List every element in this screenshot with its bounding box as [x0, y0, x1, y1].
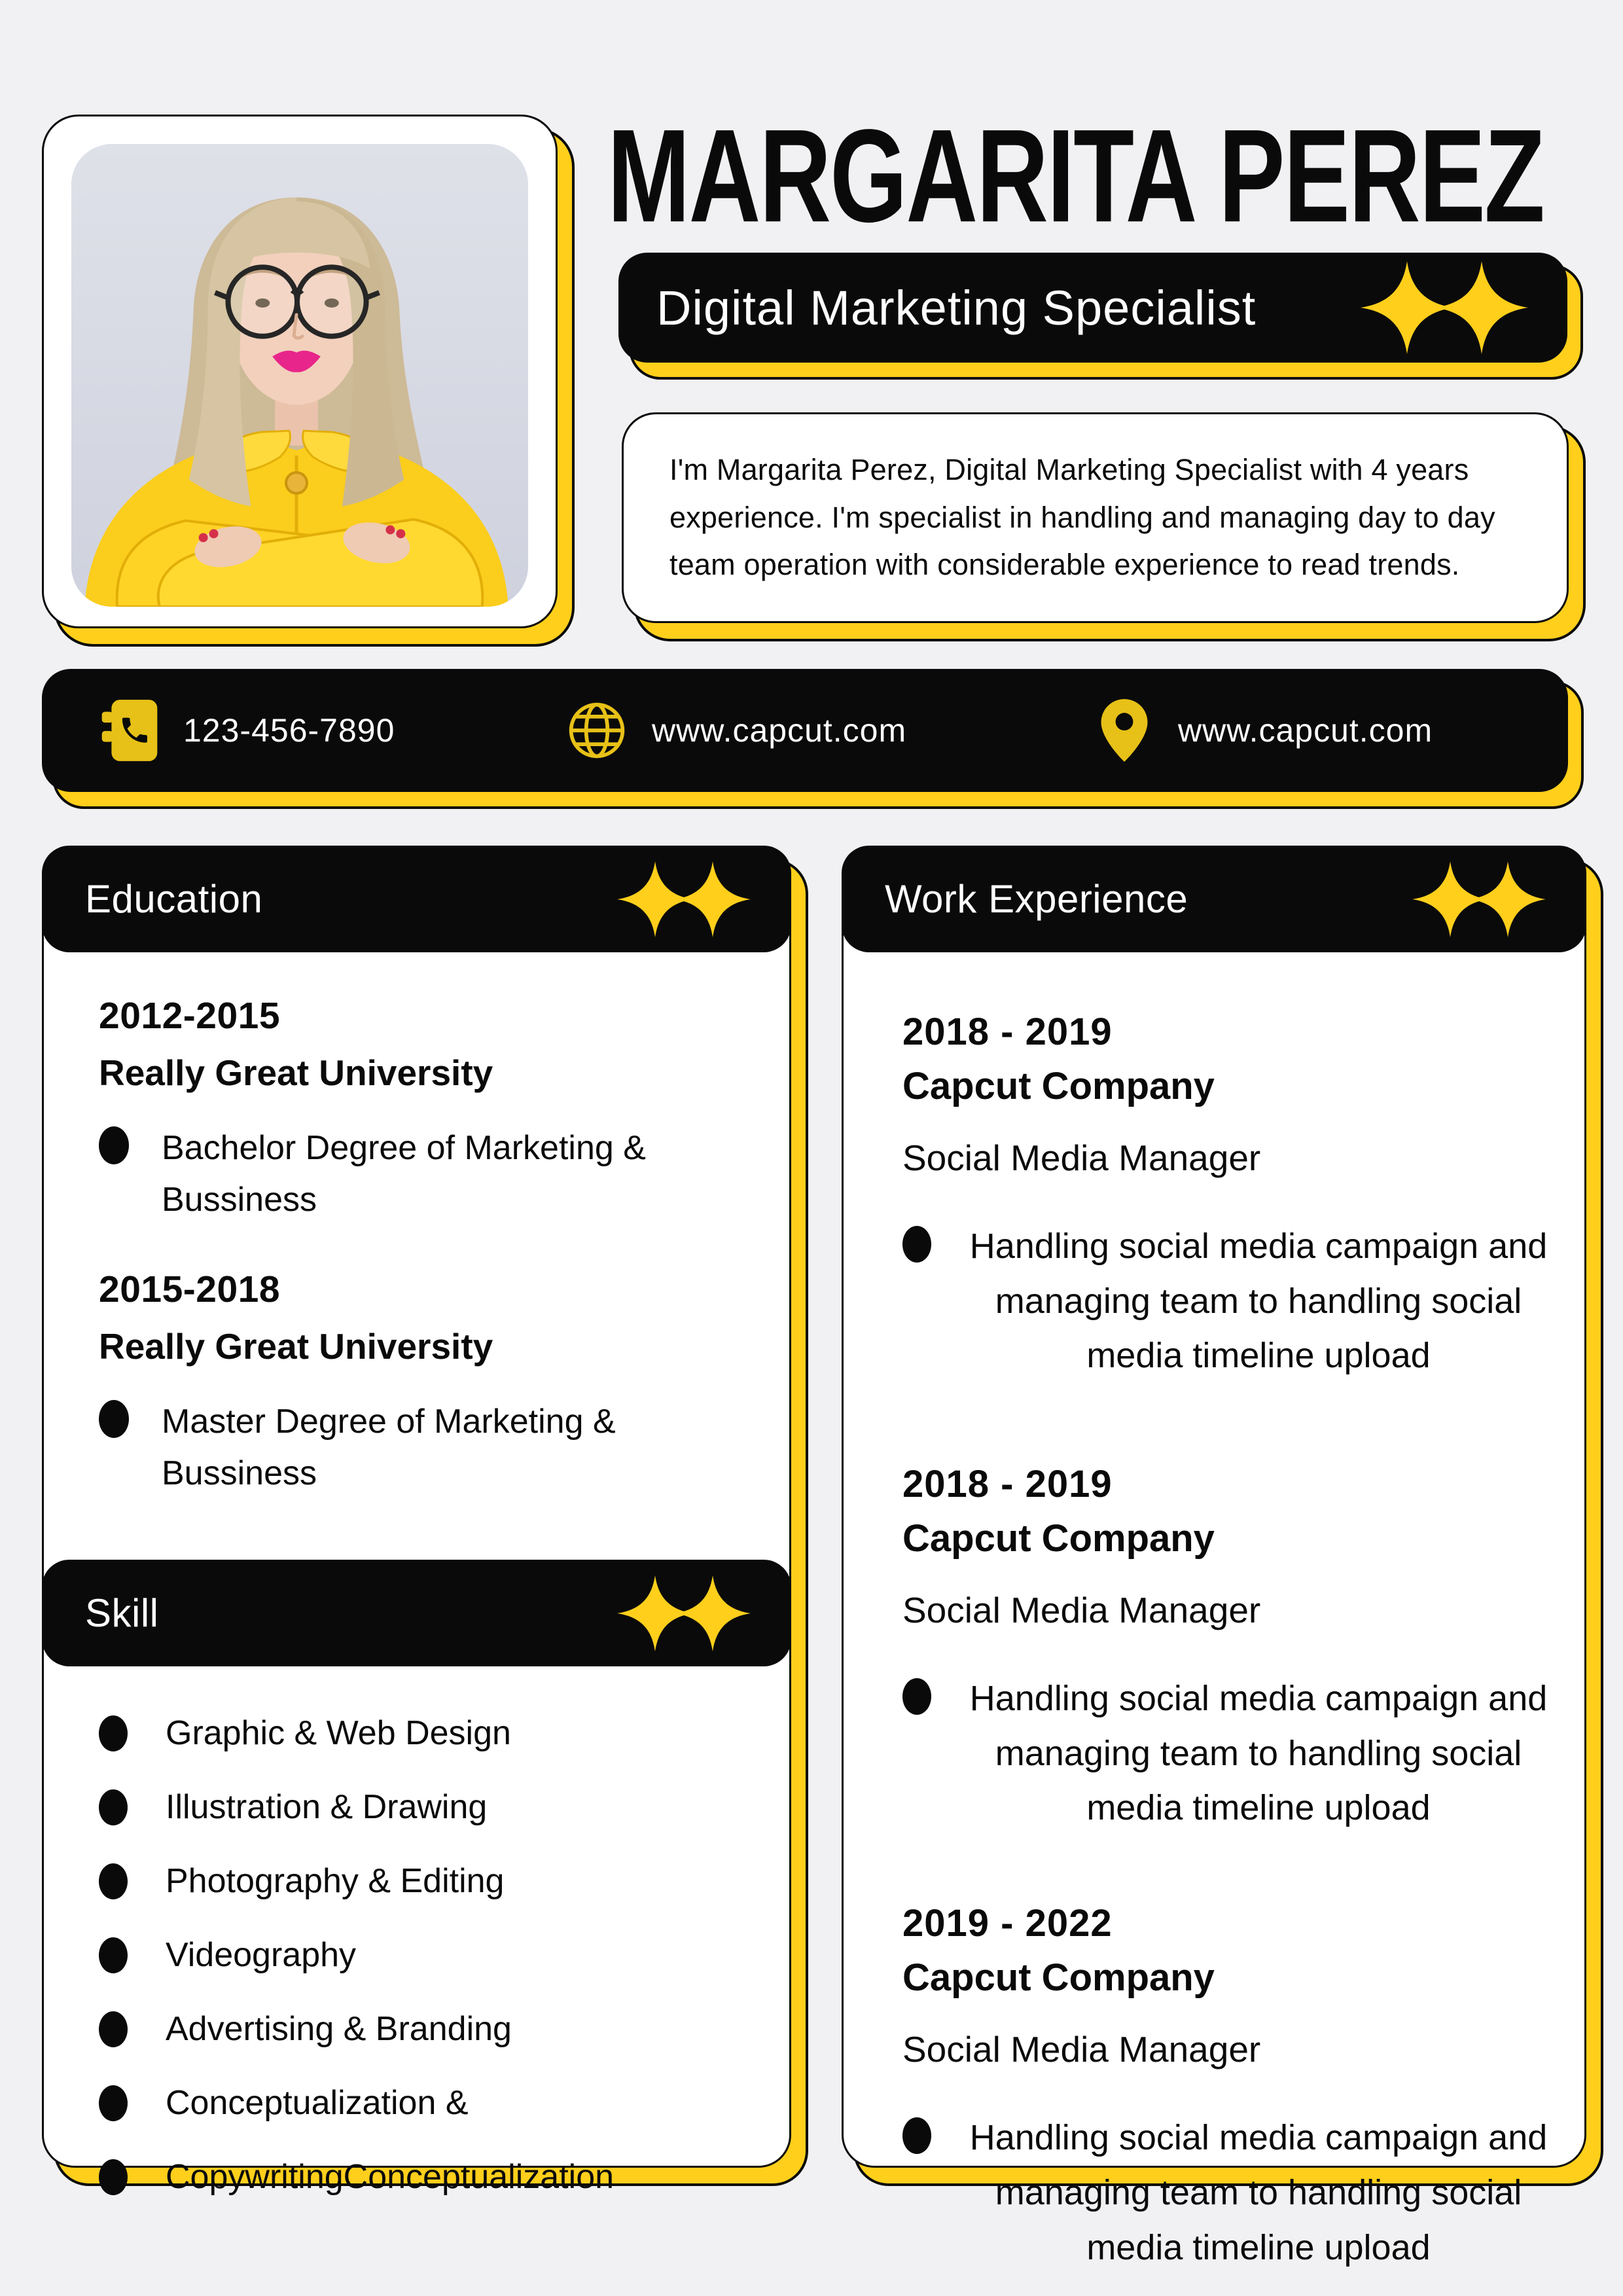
contact-website-value: www.capcut.com	[652, 712, 907, 749]
skill-list	[44, 1666, 789, 2197]
skill-section-header	[42, 1560, 791, 1666]
work-bullet-text: Handling social media campaign and managing team to handling social media timeline upload	[969, 1679, 1548, 1828]
skill-item	[99, 2083, 763, 2123]
contact-bar	[42, 669, 1568, 792]
about-card	[622, 412, 1569, 623]
phone-icon	[99, 697, 160, 764]
education-school: Really Great University	[99, 1326, 493, 1367]
bullet-dot-icon	[99, 1789, 128, 1825]
work-entry	[902, 1901, 1558, 2275]
bullet-dot-icon	[902, 2117, 931, 2154]
education-years: 2012-2015	[99, 995, 281, 1037]
bullet-dot-icon	[99, 2011, 128, 2047]
education-degree-row	[99, 1122, 751, 1226]
work-entry	[902, 1010, 1558, 1384]
skill-item-label: Advertising & Branding	[166, 2010, 512, 2049]
bullet-dot-icon	[99, 1715, 128, 1751]
bullet-dot-icon	[99, 2085, 128, 2121]
role-badge-label: Digital Marketing Specialist	[656, 280, 1257, 335]
bullet-dot-icon	[902, 1678, 931, 1715]
work-bullet-text: Handling social media campaign and managing team to handling social media timeline upload	[969, 1227, 1548, 1376]
work-years: 2018 - 2019	[902, 1011, 1113, 1053]
work-experience-card	[842, 846, 1586, 2267]
contact-phone	[99, 669, 395, 792]
education-section-title: Education	[85, 877, 263, 921]
contact-phone-value: 123-456-7890	[183, 712, 395, 749]
work-company: Capcut Company	[902, 1517, 1215, 1560]
sparkles-icon	[1361, 261, 1528, 354]
skill-item	[99, 1713, 763, 1753]
bullet-dot-icon	[99, 2159, 128, 2195]
skill-item-label: Graphic & Web Design	[166, 1714, 511, 1753]
work-section-title: Work Experience	[885, 877, 1188, 921]
education-entry	[99, 1268, 751, 1499]
work-entry	[902, 1462, 1558, 1836]
profile-photo-card	[42, 115, 558, 628]
contact-website	[565, 669, 906, 792]
work-section-header	[842, 846, 1586, 952]
sparkles-icon	[1412, 861, 1546, 937]
work-years: 2019 - 2022	[902, 1902, 1113, 1945]
skill-item	[99, 1861, 763, 1901]
skill-item-label: Videography	[166, 1936, 357, 1975]
bullet-dot-icon	[902, 1226, 931, 1263]
education-section-header	[42, 846, 791, 952]
profile-photo	[71, 144, 528, 607]
skill-item	[99, 2157, 763, 2197]
work-years: 2018 - 2019	[902, 1463, 1113, 1506]
work-bullet-text: Handling social media campaign and managing team to handling social media timeline upload	[969, 2118, 1548, 2267]
skill-item	[99, 1935, 763, 1975]
education-skill-card	[42, 846, 791, 2197]
globe-icon	[565, 699, 628, 762]
location-pin-icon	[1094, 698, 1154, 763]
skill-section-title: Skill	[85, 1591, 159, 1636]
work-role: Social Media Manager	[902, 1138, 1261, 1178]
work-role: Social Media Manager	[902, 2029, 1261, 2070]
work-role: Social Media Manager	[902, 1590, 1261, 1631]
skill-item-label: Photography & Editing	[166, 1862, 505, 1901]
profile-photo-illustration	[71, 144, 528, 607]
work-company: Capcut Company	[902, 1956, 1215, 2000]
bullet-dot-icon	[99, 1863, 128, 1899]
work-company: Capcut Company	[902, 1065, 1215, 1107]
education-entry	[99, 994, 751, 1226]
skill-item	[99, 2009, 763, 2049]
skill-item	[99, 1787, 763, 1827]
education-degree: Master Degree of Marketing & Bussiness	[162, 1403, 616, 1493]
skill-item-label: CopywritingConceptualization	[166, 2158, 615, 2197]
bullet-dot-icon	[99, 1126, 129, 1164]
education-degree: Bachelor Degree of Marketing & Bussiness	[162, 1129, 646, 1219]
work-bullet-row	[902, 2111, 1558, 2275]
contact-location	[1094, 669, 1433, 792]
sparkles-icon	[617, 1575, 751, 1651]
about-text: I'm Margarita Perez, Digital Marketing Specialist with 4 years experience. I'm specialist in handling and managing day to day team operation with considerable experience to read trends.	[669, 452, 1495, 582]
work-bullet-row	[902, 1672, 1558, 1836]
page-title: MARGARITA PEREZ	[607, 102, 1544, 251]
work-bullet-row	[902, 1219, 1558, 1384]
education-years: 2015-2018	[99, 1268, 281, 1311]
contact-location-value: www.capcut.com	[1178, 712, 1433, 749]
sparkles-icon	[617, 861, 751, 937]
bullet-dot-icon	[99, 1937, 128, 1973]
bullet-dot-icon	[99, 1400, 129, 1438]
education-school: Really Great University	[99, 1052, 493, 1093]
skill-item-label: Illustration & Drawing	[166, 1788, 488, 1827]
education-degree-row	[99, 1396, 751, 1499]
skill-item-label: Conceptualization &	[166, 2084, 469, 2123]
role-badge	[618, 253, 1567, 363]
